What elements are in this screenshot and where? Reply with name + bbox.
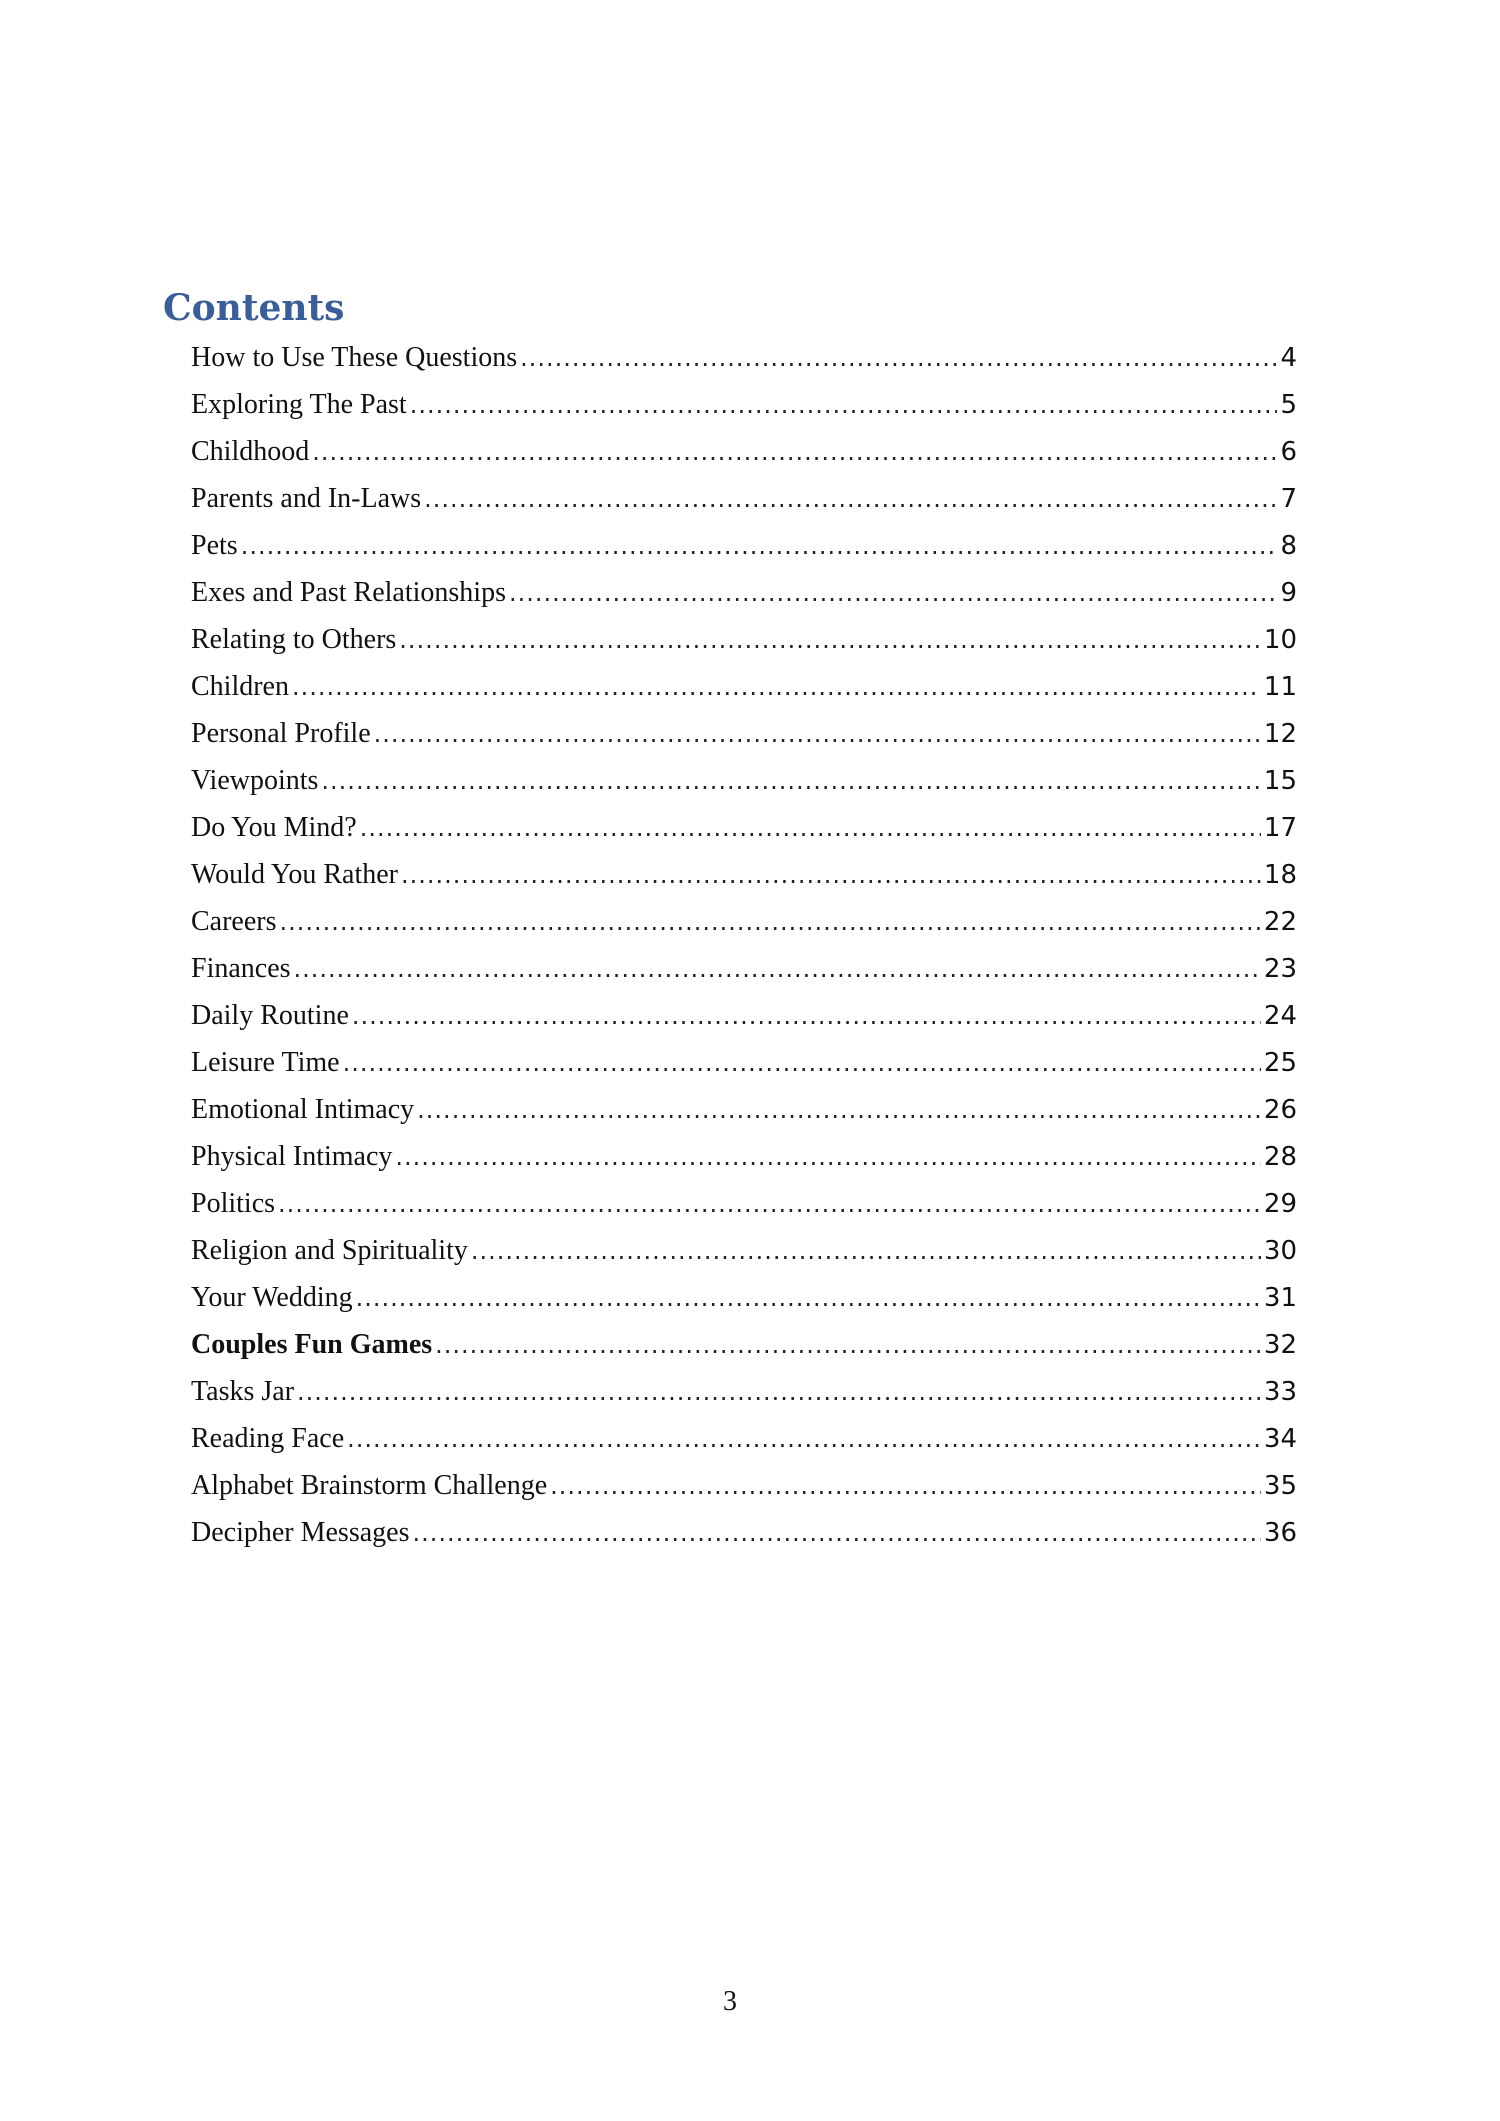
dot-leader <box>417 1096 1261 1124</box>
toc-entry-title: Pets <box>191 529 238 561</box>
toc-entry-title: Decipher Messages <box>191 1516 410 1548</box>
dot-leader <box>471 1237 1261 1265</box>
toc-entry[interactable] <box>191 1415 1297 1462</box>
toc-entry-title: Exes and Past Relationships <box>191 576 506 608</box>
toc-entry-page: 7 <box>1280 483 1297 514</box>
toc-entry[interactable] <box>191 710 1297 757</box>
toc-entry-page: 6 <box>1280 436 1297 467</box>
dot-leader <box>356 1284 1261 1312</box>
toc-entry-title: Personal Profile <box>191 717 371 749</box>
toc-entry-title: Childhood <box>191 435 310 467</box>
toc-entry-page: 35 <box>1263 1470 1297 1501</box>
toc-entry[interactable] <box>191 381 1297 428</box>
toc-entry[interactable] <box>191 522 1297 569</box>
toc-entry-title: Emotional Intimacy <box>191 1093 415 1125</box>
dot-leader <box>435 1331 1261 1359</box>
toc-entry-title: Children <box>191 670 289 702</box>
toc-entry[interactable] <box>191 334 1297 381</box>
toc-entry[interactable] <box>191 1227 1297 1274</box>
toc-entry-page: 8 <box>1280 530 1297 561</box>
toc-entry-title: How to Use These Questions <box>191 341 518 373</box>
toc-entry-page: 17 <box>1263 812 1297 843</box>
toc-entry[interactable] <box>191 1180 1297 1227</box>
toc-entry-page: 31 <box>1263 1282 1297 1313</box>
toc-entry[interactable] <box>191 1133 1297 1180</box>
toc-entry-page: 22 <box>1263 906 1297 937</box>
toc-entry[interactable] <box>191 757 1297 804</box>
toc-entry-page: 5 <box>1280 389 1297 420</box>
toc-entry-page: 34 <box>1263 1423 1297 1454</box>
toc-entry-title: Finances <box>191 952 291 984</box>
toc-entry-page: 33 <box>1263 1376 1297 1407</box>
dot-leader <box>321 767 1260 795</box>
page-number: 3 <box>723 1986 737 2017</box>
dot-leader <box>292 673 1261 701</box>
toc-entry[interactable] <box>191 616 1297 663</box>
toc-entry-page: 30 <box>1263 1235 1297 1266</box>
toc-entry-page: 26 <box>1263 1094 1297 1125</box>
toc-entry-title: Parents and In-Laws <box>191 482 422 514</box>
dot-leader <box>412 1519 1260 1547</box>
toc-entry-page: 29 <box>1263 1188 1297 1219</box>
dot-leader <box>374 720 1261 748</box>
toc-entry[interactable] <box>191 428 1297 475</box>
dot-leader <box>550 1472 1261 1500</box>
toc-entry-page: 9 <box>1280 577 1297 608</box>
dot-leader <box>312 438 1277 466</box>
toc-entry-page: 18 <box>1263 859 1297 890</box>
toc-entry-title: Do You Mind? <box>191 811 357 843</box>
dot-leader <box>424 485 1277 513</box>
dot-leader <box>241 532 1278 560</box>
dot-leader <box>401 861 1261 889</box>
dot-leader <box>297 1378 1261 1406</box>
dot-leader <box>520 344 1277 372</box>
toc-entry-page: 12 <box>1263 718 1297 749</box>
toc-entry-title: Reading Face <box>191 1422 345 1454</box>
toc-entry-title: Couples Fun Games <box>191 1328 433 1360</box>
toc-entry-title: Careers <box>191 905 277 937</box>
toc-entry[interactable] <box>191 1462 1297 1509</box>
toc-entry[interactable] <box>191 851 1297 898</box>
toc-entry[interactable] <box>191 1368 1297 1415</box>
toc-entry-title: Daily Routine <box>191 999 349 1031</box>
toc-heading: Contents <box>163 287 345 329</box>
toc-entry-page: 25 <box>1263 1047 1297 1078</box>
toc-entry[interactable] <box>191 898 1297 945</box>
toc-entry-page: 4 <box>1280 342 1297 373</box>
toc-entry[interactable] <box>191 1039 1297 1086</box>
dot-leader <box>294 955 1261 983</box>
toc-entry[interactable] <box>191 1321 1297 1368</box>
toc-entry[interactable] <box>191 1509 1297 1556</box>
toc-entry-page: 10 <box>1263 624 1297 655</box>
toc-entry-page: 11 <box>1263 671 1297 702</box>
dot-leader <box>280 908 1261 936</box>
toc-entry[interactable] <box>191 804 1297 851</box>
dot-leader <box>347 1425 1261 1453</box>
dot-leader <box>278 1190 1261 1218</box>
toc-entry-title: Would You Rather <box>191 858 398 890</box>
toc-entry-title: Religion and Spirituality <box>191 1234 468 1266</box>
dot-leader <box>395 1143 1261 1171</box>
dot-leader <box>509 579 1277 607</box>
dot-leader <box>352 1002 1261 1030</box>
toc-entry-title: Relating to Others <box>191 623 397 655</box>
dot-leader <box>399 626 1261 654</box>
toc-entry-title: Tasks Jar <box>191 1375 295 1407</box>
toc-entry-page: 32 <box>1263 1329 1297 1360</box>
toc-entry[interactable] <box>191 1086 1297 1133</box>
dot-leader <box>343 1049 1261 1077</box>
toc-entry-title: Alphabet Brainstorm Challenge <box>191 1469 548 1501</box>
toc-entry[interactable] <box>191 663 1297 710</box>
toc-entry[interactable] <box>191 945 1297 992</box>
toc-entry-page: 28 <box>1263 1141 1297 1172</box>
toc-entry[interactable] <box>191 475 1297 522</box>
toc-entry[interactable] <box>191 992 1297 1039</box>
toc-entry-title: Physical Intimacy <box>191 1140 393 1172</box>
toc-entry-page: 36 <box>1263 1517 1297 1548</box>
toc-entry-title: Leisure Time <box>191 1046 340 1078</box>
toc-entry-title: Exploring The Past <box>191 388 407 420</box>
dot-leader <box>360 814 1261 842</box>
toc-list <box>191 334 1297 1556</box>
toc-entry-title: Politics <box>191 1187 276 1219</box>
toc-entry-title: Viewpoints <box>191 764 319 796</box>
toc-entry[interactable] <box>191 1274 1297 1321</box>
dot-leader <box>410 391 1278 419</box>
toc-entry-page: 15 <box>1263 765 1297 796</box>
toc-entry-page: 24 <box>1263 1000 1297 1031</box>
toc-entry[interactable] <box>191 569 1297 616</box>
toc-entry-title: Your Wedding <box>191 1281 353 1313</box>
toc-entry-page: 23 <box>1263 953 1297 984</box>
